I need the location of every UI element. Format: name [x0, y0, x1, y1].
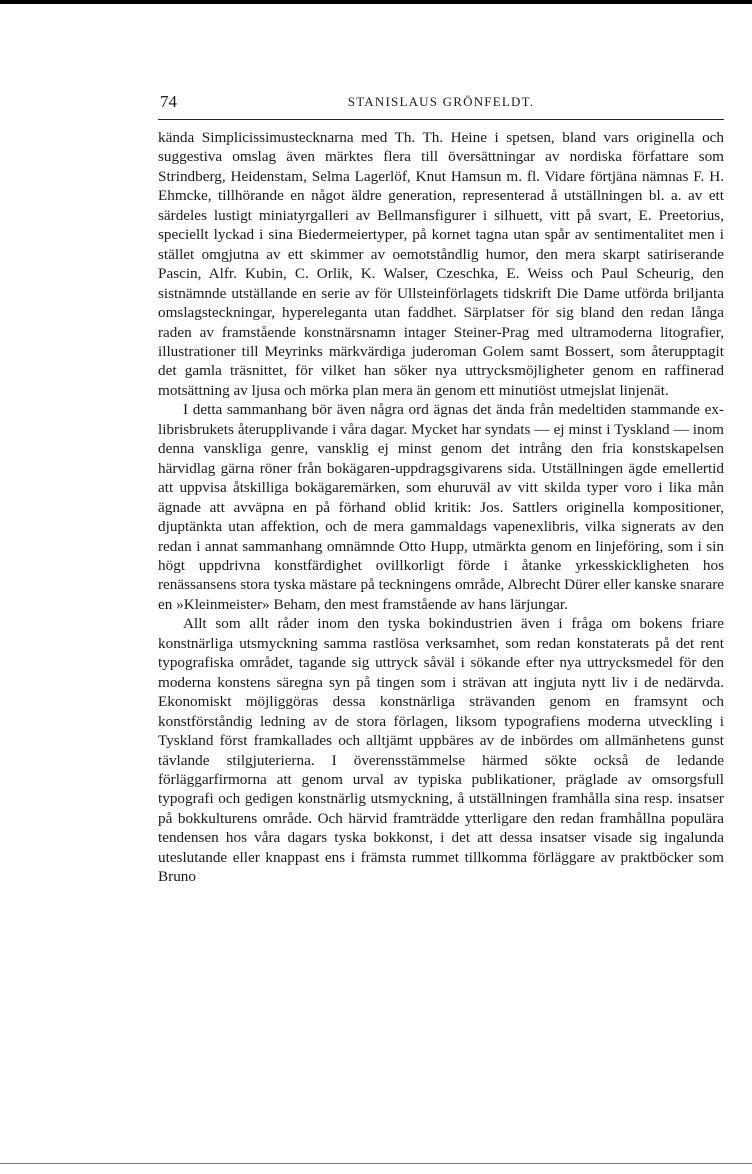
body-text — [158, 128, 724, 887]
paragraph-2: I detta sammanhang bör även några ord ägnas det ända från medeltiden stammande ex-librisbrukets återupplivande i våra dagar. Mycket har syndats — ej minst i Tyskland — inom denna vanskliga genre, vansklig ej minst genom det intrång den fria konstskapelsen härvidlag gärna röner från bokägaren-uppdragsgivarens sida. Utställningen ägde emellertid att uppvisa åtskilliga bokägaremärken, som ehuruväl av vitt skilda typer voro i lika mån ägnade att avväpna en på förhand oblid kritik: Jos. Sattlers originella kompositioner, djuptänkta utan affektion, och de mera gammaldags vapenexlibris, vilka signerats av den redan i annat sammanhang omnämnde Otto Hupp, utmärkta genom en linjeföring, som i sin högt uppdrivna konstfärdighet ovillkorligt förde i åtanke yrkesskickligheten hos renässansens stora tyska mästare på teckningens område, Albrecht Dürer eller kanske snarare en »Kleinmeister» Beham, den mest framstående av hans lärjungar. — [158, 401, 724, 613]
scan-edge-top — [0, 0, 752, 4]
paragraph-3: Allt som allt råder inom den tyska bokindustrien även i fråga om bokens friare konstnärliga utsmyckning samma rastlösa verksamhet, som redan konstaterats på det rent typografiska området, tagande sig uttryck såväl i sökande efter nya uttrycksmedel för den moderna konstens säregna syn på tingen som i strävan att ingjuta nytt liv i de nedärvda. Ekonomiskt möjliggöras dessa konstnärliga strävanden genom en framsynt och konstförståndig ledning av de stora förlagen, liksom typografiens moderna utveckling i Tyskland först framkallades och alltjämt uppbäres av de inbördes om allmänhetens gunst tävlande stilgjuterierna. I överensstämmelse härmed sökte också de ledande förläggarfirmorna att genom urval av typiska publikationer, präglade av omsorgsfull typografi och gedigen konstnärlig utsmyckning, å utställningen framhålla sina resp. insatser på bokkulturens område. Och härvid framträdde ytterligare den redan framhållna populära tendensen hos våra dagars tyska bokkonst, i det att dessa insatser visade sig ingalunda uteslutande eller knappast ens i främsta rummet tillkomma förläggare av praktböcker som Bruno — [158, 615, 724, 886]
page-number: 74 — [160, 92, 177, 111]
paragraph-1: kända Simplicissimustecknarna med Th. Th. Heine i spetsen, bland vars originella och suggestiva omslag även märktes flera till översättningar av nordiska författare som Strindberg, Heidenstam, Selma Lagerlöf, Knut Hamsun m. fl. Vidare förtjäna nämnas F. H. Ehmcke, tillhörande en något äldre generation, representerad å utställningen bl. a. av ett särdeles lustigt miniatyrgalleri av Bellmansfigurer i silhuett, vitt på svart, E. Preetorius, speciellt lyckad i sina Biedermeiertyper, på kornet tagna utan spår av sentimentalitet men i stället omgjutna av ett skimmer av oemotståndlig humor, den mera skarpt satiriserande Pascin, Alfr. Kubin, C. Orlik, K. Walser, Czeschka, E. Weiss och Paul Scheurig, den sistnämnde utställande en serie av för Ullsteinförlagets tidskrift Die Dame utförda briljanta omslagsteckningar, hypereleganta utan faddhet. Särplatser för sig bland den redan långa raden av framstående konstnärsnamn intager Steiner-Prag med ultramoderna litografier, illustrationer till Meyrinks märkvärdiga juderoman Golem samt Bossert, som återupptagit det gamla träsnittet, för vilket han söker nya uttrycksmöjligheter genom en raffinerad motsättning av ljusa och mörka plan mera än genom ett minutiöst utmejslat linjenät. — [158, 129, 724, 399]
header-rule — [158, 119, 724, 120]
scan-edge-bottom — [0, 1163, 752, 1164]
page-header — [158, 92, 724, 116]
running-head: STANISLAUS GRÖNFELDT. — [347, 94, 535, 109]
